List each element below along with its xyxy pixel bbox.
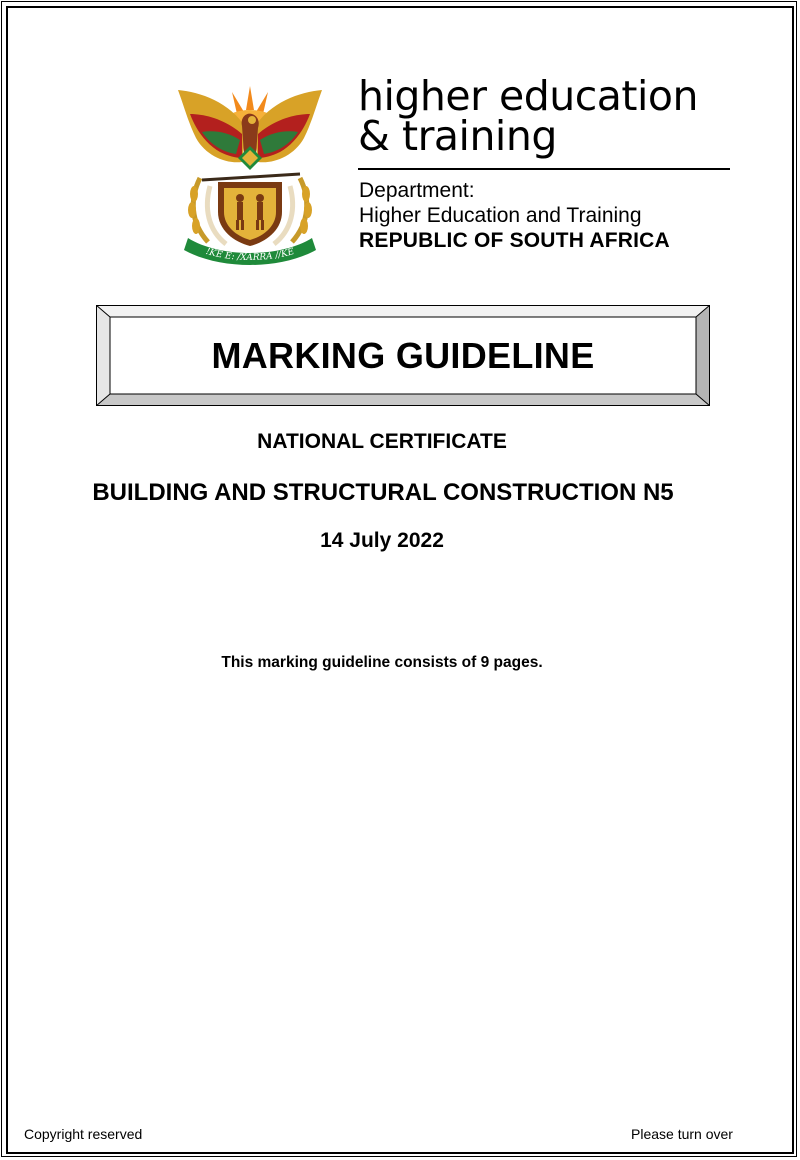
footer-copyright: Copyright reserved [24,1126,143,1142]
department-heading [358,72,698,160]
department-heading-line2: & training [358,112,557,160]
coat-of-arms-logo [170,82,330,266]
document-title: MARKING GUIDELINE [211,334,595,376]
department-name: Higher Education and Training [359,204,642,227]
department-label: Department: [359,179,475,202]
exam-date: 14 July 2022 [320,529,444,552]
certificate-heading: NATIONAL CERTIFICATE [257,430,507,453]
department-details [359,178,670,253]
department-divider [358,168,730,170]
title-box [96,305,710,406]
page-count-note: This marking guideline consists of 9 pages. [221,654,543,671]
department-heading-line1: higher education [358,72,698,120]
crest-motto: !KE E: /XARRA //KE [204,246,296,264]
shield-icon [218,182,282,246]
footer-turn-over: Please turn over [631,1126,733,1142]
subject-heading: BUILDING AND STRUCTURAL CONSTRUCTION N5 [92,479,674,506]
country-name: REPUBLIC OF SOUTH AFRICA [359,229,670,252]
